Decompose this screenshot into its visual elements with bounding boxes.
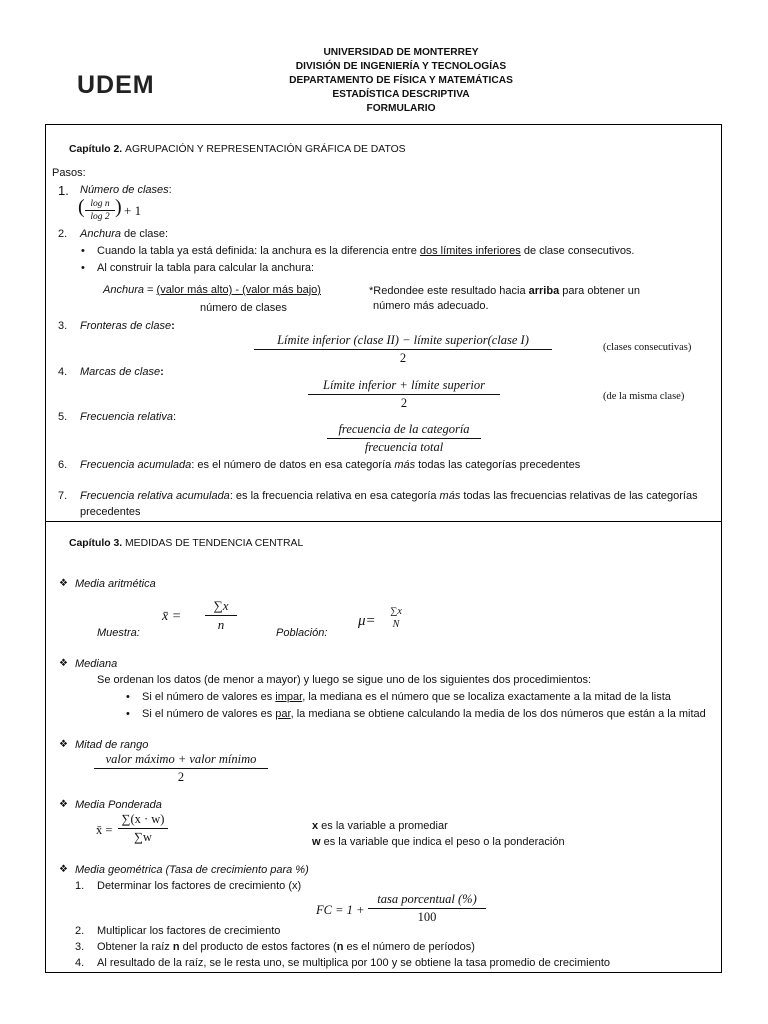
step4-note: (de la misma clase): [603, 391, 685, 402]
diamond-bullet-icon: ❖: [59, 739, 68, 750]
step7-text-line2: precedentes: [80, 506, 141, 518]
geo-step3-number: 3.: [75, 941, 85, 953]
weighted-w-note: w es la variable que indica el peso o la ponderación: [312, 836, 565, 848]
step4-fraction: [308, 378, 500, 411]
midrange-heading: Mitad de rango: [75, 739, 149, 751]
sample-mean-den: n: [217, 617, 225, 632]
weighted-mean-num: ∑(x · w): [118, 812, 168, 829]
diamond-bullet-icon: ❖: [59, 799, 68, 810]
midrange-den: 2: [177, 770, 185, 784]
geo-step4: Al resultado de la raíz, se le resta uno, se multiplica por 100 y se obtiene la tasa promedio de crecimiento: [97, 957, 610, 969]
geo-step2-number: 2.: [75, 925, 85, 937]
header-course: ESTADÍSTICA DESCRIPTIVA: [332, 89, 470, 100]
median-heading: Mediana: [75, 658, 118, 670]
growth-factor-lhs: FC = 1 +: [316, 903, 365, 917]
midrange-fraction: [94, 752, 268, 785]
step1-number: 1.: [58, 183, 69, 198]
header-division: DIVISIÓN DE INGENIERÍA Y TECNOLOGÍAS: [295, 61, 507, 72]
growth-factor-den: 100: [417, 910, 437, 924]
step4-number: 4.: [58, 366, 68, 378]
weighted-mean-den: ∑w: [134, 830, 152, 844]
weighted-mean-fraction: [118, 812, 168, 845]
step1-label: Número de clases:: [80, 184, 172, 196]
step2-label: Anchura de clase:: [80, 228, 169, 240]
median-bullet-odd: • Si el número de valores es impar, la mediana es el número que se localiza exactamente a la mitad de la lista: [142, 691, 671, 703]
step2-bullet-2: • Al construir la tabla para calcular la anchura:: [97, 262, 314, 274]
udem-logo: UDEM: [77, 71, 155, 99]
header-department: DEPARTAMENTO DE FÍSICA Y MATEMÁTICAS: [289, 75, 513, 86]
step1-fraction-den: log 2: [90, 212, 110, 222]
step7-text: Frecuencia relativa acumulada: es la frecuencia relativa en esa categoría más todas las frecuencias relativas de las categorías: [80, 490, 698, 502]
population-mean-fraction: [384, 606, 408, 630]
step5-fraction-den: frecuencia total: [364, 440, 444, 454]
sample-mean-lhs: x̄ =: [162, 609, 182, 624]
step1-plus-one: + 1: [124, 203, 142, 218]
step2-number: 2.: [58, 228, 68, 240]
rounding-note: *Redondee este resultado hacia arriba para obtener un: [369, 285, 640, 297]
growth-factor-num: tasa porcentual (%): [368, 892, 486, 909]
weighted-mean-heading: Media Ponderada: [75, 799, 162, 811]
step6-text: Frecuencia acumulada: es el número de datos en esa categoría más todas las categorías precedentes: [80, 459, 581, 471]
step3-fraction: [254, 333, 552, 366]
step5-number: 5.: [58, 411, 68, 423]
step1-fraction-num: log n: [85, 199, 115, 211]
step3-number: 3.: [58, 320, 68, 332]
paren-close: ): [115, 196, 122, 218]
population-mean-den: N: [392, 619, 400, 630]
sample-mean-num: ∑x: [205, 598, 237, 616]
step5-fraction: [327, 422, 481, 455]
rounding-note-line2: número más adecuado.: [373, 300, 489, 312]
weighted-mean-lhs: x̄ =: [96, 823, 113, 837]
step5-fraction-num: frecuencia de la categoría: [327, 422, 481, 439]
geo-step3: Obtener la raíz n del producto de estos factores (n es el número de períodos): [97, 941, 475, 953]
paren-open: (: [78, 196, 85, 218]
geo-step1-number: 1.: [75, 880, 85, 892]
chapter2-title: Capítulo 2. AGRUPACIÓN Y REPRESENTACIÓN GRÁFICA DE DATOS: [69, 144, 406, 155]
mean-heading: Media aritmética: [75, 578, 156, 590]
diamond-bullet-icon: ❖: [59, 658, 68, 669]
header-doc-type: FORMULARIO: [366, 103, 436, 114]
step4-fraction-num: Límite inferior + límite superior: [308, 378, 500, 395]
width-formula-denominator: número de clases: [200, 302, 287, 314]
step3-note: (clases consecutivas): [603, 342, 692, 353]
sample-mean-fraction: [205, 598, 237, 633]
step3-label: Fronteras de clase:: [80, 320, 175, 332]
median-intro: Se ordenan los datos (de menor a mayor) y luego se sigue uno de los siguientes dos procedimientos:: [97, 674, 592, 686]
diamond-bullet-icon: ❖: [59, 864, 68, 875]
sample-label: Muestra:: [97, 627, 140, 639]
header-university: UNIVERSIDAD DE MONTERREY: [323, 47, 479, 58]
midrange-num: valor máximo + valor mínimo: [94, 752, 268, 769]
geo-step2: Multiplicar los factores de crecimiento: [97, 925, 281, 937]
step4-fraction-den: 2: [400, 396, 408, 410]
step5-label: Frecuencia relativa:: [80, 411, 176, 423]
step6-number: 6.: [58, 459, 68, 471]
step3-fraction-den: 2: [399, 351, 407, 365]
geo-step1: Determinar los factores de crecimiento (x): [97, 880, 302, 892]
population-mean-lhs: μ=: [358, 613, 376, 629]
steps-label: Pasos:: [52, 167, 86, 179]
step4-label: Marcas de clase:: [80, 366, 164, 378]
step1-fraction: [85, 199, 115, 222]
step7-number: 7.: [58, 490, 68, 502]
step3-fraction-num: Límite inferior (clase II) − límite superior(clase I): [254, 333, 552, 350]
document-header: [200, 46, 602, 116]
growth-factor-fraction: [368, 892, 486, 925]
population-mean-num: ∑x: [390, 606, 402, 617]
step2-bullet-1: • Cuando la tabla ya está definida: la anchura es la diferencia entre dos límites inferiores de clase consecutivos.: [97, 245, 635, 257]
chapter3-title: Capítulo 3. MEDIDAS DE TENDENCIA CENTRAL: [69, 538, 304, 549]
geometric-mean-heading: Media geométrica (Tasa de crecimiento para %): [75, 864, 309, 876]
median-bullet-even: • Si el número de valores es par, la mediana se obtiene calculando la media de los dos números que están a la mitad: [142, 708, 706, 720]
geo-step4-number: 4.: [75, 957, 85, 969]
population-label: Población:: [276, 627, 328, 639]
weighted-x-note: x es la variable a promediar: [312, 820, 448, 832]
diamond-bullet-icon: ❖: [59, 578, 68, 589]
width-formula: Anchura = (valor más alto) - (valor más bajo): [103, 284, 321, 296]
